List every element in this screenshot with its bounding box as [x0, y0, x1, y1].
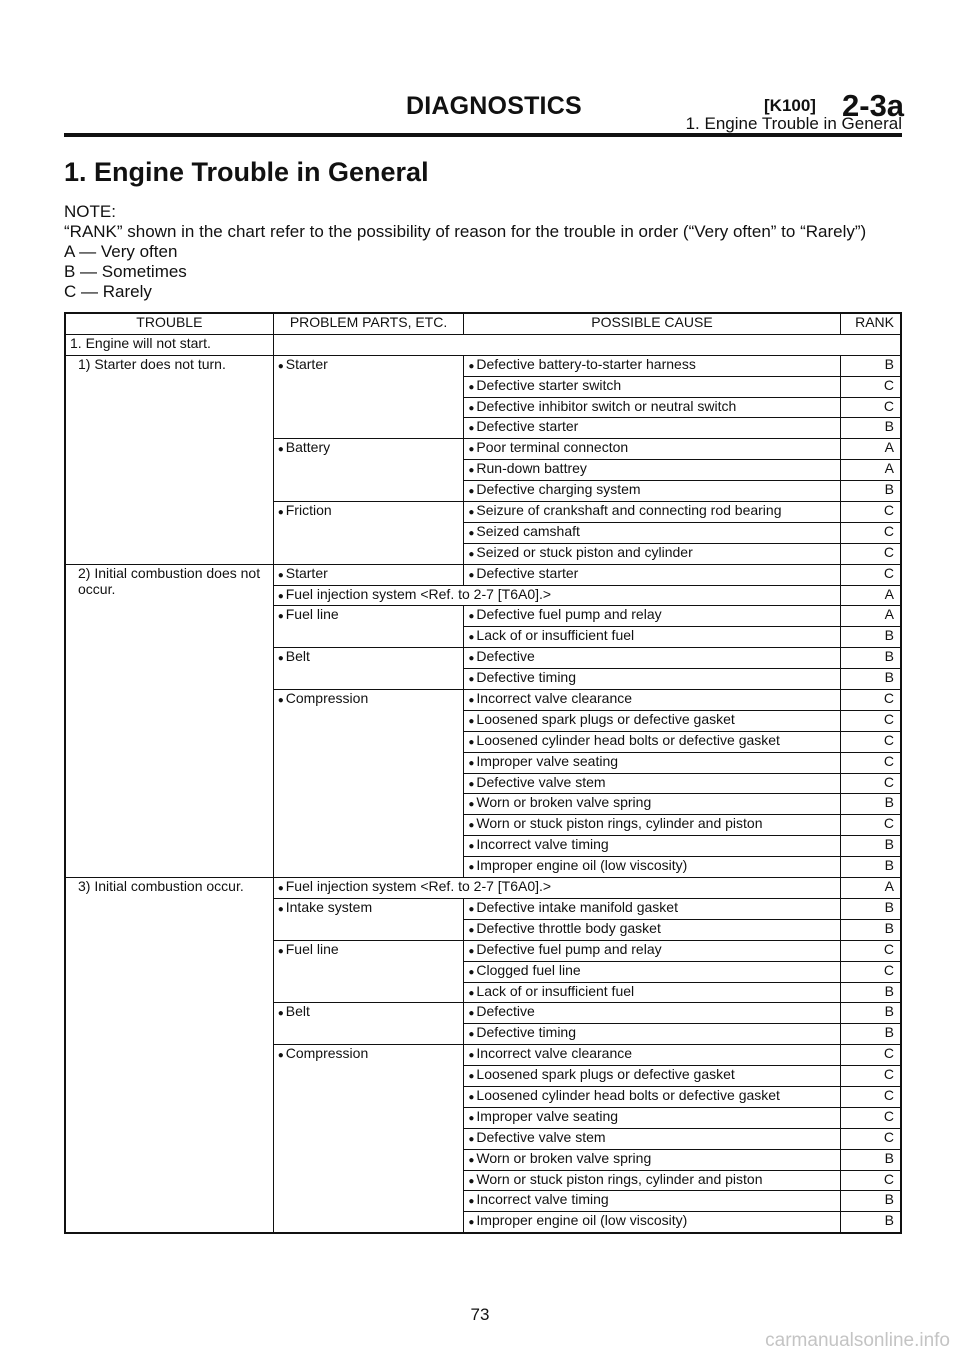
rank-cell: B	[840, 481, 901, 502]
rank-cell: A	[840, 460, 901, 481]
rank-cell: B	[840, 794, 901, 815]
group-empty-cell	[273, 334, 901, 355]
possible-cause-cell	[464, 669, 840, 690]
rank-cell: C	[840, 731, 901, 752]
cell-text: Defective intake manifold gasket	[476, 898, 678, 915]
cell-text: Incorrect valve clearance	[476, 690, 633, 707]
rank-cell: B	[840, 627, 901, 648]
cell-text: Fuel line	[285, 940, 339, 957]
col-header-trouble: TROUBLE	[65, 313, 273, 334]
problem-part-cell	[273, 1003, 464, 1045]
bullet-icon: ●	[468, 778, 475, 790]
bullet-icon: ●	[468, 1175, 475, 1187]
cell-text: Improper valve seating	[476, 1107, 619, 1124]
cell-text: Defective timing	[476, 1024, 576, 1041]
possible-cause-cell	[464, 982, 840, 1003]
rank-cell: B	[840, 418, 901, 439]
possible-cause-cell	[464, 543, 840, 564]
rank-cell: C	[840, 502, 901, 523]
bullet-icon: ●	[468, 360, 475, 372]
possible-cause-cell	[464, 355, 840, 376]
bullet-icon: ●	[468, 423, 475, 435]
bullet-icon: ●	[277, 1008, 284, 1020]
cell-text: Fuel line	[285, 606, 339, 623]
cell-text: Loosened cylinder head bolts or defective gasket	[476, 1086, 780, 1103]
bullet-icon: ●	[277, 1050, 284, 1062]
possible-cause-cell	[464, 1170, 840, 1191]
possible-cause-cell	[464, 1107, 840, 1128]
rank-cell: B	[840, 919, 901, 940]
rank-cell: A	[840, 439, 901, 460]
trouble-table	[64, 312, 902, 1234]
rank-cell: C	[840, 376, 901, 397]
possible-cause-cell	[464, 1003, 840, 1024]
rank-cell: B	[840, 355, 901, 376]
bullet-icon: ●	[277, 945, 284, 957]
possible-cause-cell	[464, 439, 840, 460]
cell-text: Worn or stuck piston rings, cylinder and piston	[476, 815, 763, 832]
possible-cause-cell	[464, 606, 840, 627]
cell-text: Starter	[285, 355, 328, 372]
possible-cause-cell	[464, 1191, 840, 1212]
note-block	[64, 202, 866, 302]
problem-part-cell	[273, 690, 464, 878]
rank-cell: C	[840, 522, 901, 543]
bullet-icon: ●	[468, 695, 475, 707]
bullet-icon: ●	[468, 1154, 475, 1166]
cell-text: Incorrect valve timing	[476, 836, 609, 853]
cell-text: Defective timing	[476, 669, 576, 686]
bullet-icon: ●	[277, 360, 284, 372]
possible-cause-cell	[464, 815, 840, 836]
bullet-icon: ●	[468, 1091, 475, 1103]
cell-text: Defective	[476, 1003, 535, 1020]
cell-text: Compression	[285, 1045, 369, 1062]
bullet-icon: ●	[468, 444, 475, 456]
possible-cause-cell	[464, 376, 840, 397]
header-section-number: 2-3a	[842, 88, 905, 123]
bullet-icon: ●	[468, 1196, 475, 1208]
bullet-icon: ●	[468, 966, 475, 978]
table-row	[65, 878, 901, 899]
cell-text: Friction	[285, 502, 332, 519]
bullet-icon: ●	[468, 1217, 475, 1229]
problem-part-cell	[273, 355, 464, 439]
group-title: 1. Engine will not start.	[65, 334, 273, 355]
table-row	[65, 564, 901, 585]
rank-cell: C	[840, 1107, 901, 1128]
rank-cell: C	[840, 543, 901, 564]
bullet-icon: ●	[468, 402, 475, 414]
possible-cause-cell	[464, 502, 840, 523]
bullet-icon: ●	[468, 862, 475, 874]
cell-text: Loosened cylinder head bolts or defective gasket	[476, 731, 780, 748]
cell-text: Improper engine oil (low viscosity)	[476, 1212, 688, 1229]
possible-cause-cell	[464, 731, 840, 752]
cell-text: Loosened spark plugs or defective gasket	[476, 710, 735, 727]
rank-cell: C	[840, 752, 901, 773]
possible-cause-cell	[464, 919, 840, 940]
bullet-icon: ●	[468, 1071, 475, 1083]
cell-text: Fuel injection system <Ref. to 2-7 [T6A0].>	[285, 585, 552, 602]
rank-cell: B	[840, 836, 901, 857]
bullet-icon: ●	[468, 653, 475, 665]
bullet-icon: ●	[468, 736, 475, 748]
possible-cause-cell	[464, 648, 840, 669]
rank-cell: C	[840, 564, 901, 585]
problem-part-cell	[273, 878, 840, 899]
rank-cell: B	[840, 857, 901, 878]
note-rank-a: A — Very often	[64, 242, 178, 261]
cell-text: Clogged fuel line	[476, 961, 581, 978]
bullet-icon: ●	[468, 924, 475, 936]
rank-cell: B	[840, 982, 901, 1003]
rank-cell: B	[840, 1149, 901, 1170]
bullet-icon: ●	[468, 903, 475, 915]
rank-cell: C	[840, 1086, 901, 1107]
rank-cell: A	[840, 585, 901, 606]
cell-text: Run-down battrey	[476, 460, 587, 477]
page-title: 1. Engine Trouble in General	[64, 157, 429, 187]
cell-text: Improper valve seating	[476, 752, 619, 769]
possible-cause-cell	[464, 690, 840, 711]
cell-text: Belt	[285, 648, 310, 665]
bullet-icon: ●	[468, 611, 475, 623]
possible-cause-cell	[464, 522, 840, 543]
bullet-icon: ●	[468, 1050, 475, 1062]
rank-cell: C	[840, 1170, 901, 1191]
problem-part-cell	[273, 648, 464, 690]
cell-text: Defective fuel pump and relay	[476, 940, 662, 957]
bullet-icon: ●	[468, 486, 475, 498]
possible-cause-cell	[464, 1086, 840, 1107]
bullet-icon: ●	[468, 632, 475, 644]
problem-part-cell	[273, 585, 840, 606]
rank-cell: A	[840, 878, 901, 899]
rank-cell: B	[840, 1212, 901, 1233]
trouble-cell: 1) Starter does not turn.	[65, 355, 273, 564]
bullet-icon: ●	[468, 1029, 475, 1041]
header-code: [K100]	[764, 96, 816, 115]
possible-cause-cell	[464, 481, 840, 502]
cell-text: Fuel injection system <Ref. to 2-7 [T6A0].>	[285, 878, 552, 895]
bullet-icon: ●	[277, 590, 284, 602]
possible-cause-cell	[464, 898, 840, 919]
problem-part-cell	[273, 439, 464, 502]
bullet-icon: ●	[277, 695, 284, 707]
rank-cell: A	[840, 606, 901, 627]
bullet-icon: ●	[277, 653, 284, 665]
cell-text: Loosened spark plugs or defective gasket	[476, 1066, 735, 1083]
possible-cause-cell	[464, 1024, 840, 1045]
watermark: carmanualsonline.info	[765, 1330, 950, 1351]
bullet-icon: ●	[468, 715, 475, 727]
bullet-icon: ●	[277, 444, 284, 456]
rank-cell: C	[840, 690, 901, 711]
possible-cause-cell	[464, 940, 840, 961]
rank-cell: C	[840, 1066, 901, 1087]
cell-text: Lack of or insufficient fuel	[476, 982, 635, 999]
rank-cell: B	[840, 648, 901, 669]
note-rank-b: B — Sometimes	[64, 262, 187, 281]
note-text: “RANK” shown in the chart refer to the possibility of reason for the trouble in order (“Very often” to “Rarely”)	[64, 222, 867, 241]
cell-text: Defective inhibitor switch or neutral switch	[476, 397, 737, 414]
cell-text: Defective throttle body gasket	[476, 919, 661, 936]
cell-text: Defective valve stem	[476, 1128, 606, 1145]
cell-text: Defective starter	[476, 418, 579, 435]
bullet-icon: ●	[468, 757, 475, 769]
problem-part-cell	[273, 606, 464, 648]
bullet-icon: ●	[277, 611, 284, 623]
rank-cell: B	[840, 898, 901, 919]
col-header-possible-cause: POSSIBLE CAUSE	[464, 313, 840, 334]
possible-cause-cell	[464, 1066, 840, 1087]
table-row	[65, 355, 901, 376]
cell-text: Intake system	[285, 898, 373, 915]
cell-text: Improper engine oil (low viscosity)	[476, 857, 688, 874]
cell-text: Defective fuel pump and relay	[476, 606, 662, 623]
rank-cell: C	[840, 773, 901, 794]
rank-cell: B	[840, 1191, 901, 1212]
rank-cell: C	[840, 815, 901, 836]
cell-text: Defective	[476, 648, 535, 665]
cell-text: Seized or stuck piston and cylinder	[476, 543, 693, 560]
trouble-cell: 3) Initial combustion occur.	[65, 878, 273, 1234]
cell-text: Belt	[285, 1003, 310, 1020]
possible-cause-cell	[464, 961, 840, 982]
bullet-icon: ●	[468, 1008, 475, 1020]
cell-text: Worn or stuck piston rings, cylinder and piston	[476, 1170, 763, 1187]
problem-part-cell	[273, 898, 464, 940]
trouble-cell: 2) Initial combustion does not occur.	[65, 564, 273, 877]
possible-cause-cell	[464, 857, 840, 878]
possible-cause-cell	[464, 794, 840, 815]
bullet-icon: ●	[468, 548, 475, 560]
table-group-row	[65, 334, 901, 355]
cell-text: Defective valve stem	[476, 773, 606, 790]
bullet-icon: ●	[468, 987, 475, 999]
bullet-icon: ●	[468, 569, 475, 581]
rank-cell: C	[840, 397, 901, 418]
possible-cause-cell	[464, 1045, 840, 1066]
page-number: 73	[470, 1305, 490, 1324]
possible-cause-cell	[464, 418, 840, 439]
possible-cause-cell	[464, 1212, 840, 1233]
bullet-icon: ●	[468, 1133, 475, 1145]
bullet-icon: ●	[468, 1112, 475, 1124]
bullet-icon: ●	[277, 903, 284, 915]
possible-cause-cell	[464, 564, 840, 585]
bullet-icon: ●	[468, 841, 475, 853]
possible-cause-cell	[464, 627, 840, 648]
bullet-icon: ●	[277, 569, 284, 581]
possible-cause-cell	[464, 1128, 840, 1149]
bullet-icon: ●	[468, 799, 475, 811]
header-rule	[64, 133, 902, 137]
cell-text: Battery	[285, 439, 331, 456]
rank-cell: C	[840, 710, 901, 731]
possible-cause-cell	[464, 460, 840, 481]
rank-cell: C	[840, 1045, 901, 1066]
cell-text: Lack of or insufficient fuel	[476, 627, 635, 644]
cell-text: Incorrect valve timing	[476, 1191, 609, 1208]
cell-text: Defective starter switch	[476, 376, 622, 393]
bullet-icon: ●	[277, 507, 284, 519]
problem-part-cell	[273, 564, 464, 585]
problem-part-cell	[273, 940, 464, 1003]
rank-cell: B	[840, 1003, 901, 1024]
cell-text: Seizure of crankshaft and connecting rod bearing	[476, 502, 782, 519]
bullet-icon: ●	[277, 883, 284, 895]
cell-text: Poor terminal connecton	[476, 439, 629, 456]
bullet-icon: ●	[468, 465, 475, 477]
cell-text: Defective charging system	[476, 481, 641, 498]
cell-text: Worn or broken valve spring	[476, 794, 652, 811]
col-header-rank: RANK	[840, 313, 901, 334]
bullet-icon: ●	[468, 945, 475, 957]
possible-cause-cell	[464, 1149, 840, 1170]
problem-part-cell	[273, 1045, 464, 1234]
col-header-problem-parts: PROBLEM PARTS, ETC.	[273, 313, 464, 334]
bullet-icon: ●	[468, 674, 475, 686]
possible-cause-cell	[464, 752, 840, 773]
note-rank-c: C — Rarely	[64, 282, 152, 301]
cell-text: Incorrect valve clearance	[476, 1045, 633, 1062]
bullet-icon: ●	[468, 820, 475, 832]
possible-cause-cell	[464, 397, 840, 418]
bullet-icon: ●	[468, 507, 475, 519]
header-title: DIAGNOSTICS	[406, 92, 582, 120]
table-header-row	[65, 313, 901, 334]
problem-part-cell	[273, 502, 464, 565]
cell-text: Defective starter	[476, 564, 579, 581]
note-label: NOTE:	[64, 202, 116, 221]
cell-text: Seized camshaft	[476, 522, 580, 539]
cell-text: Compression	[285, 690, 369, 707]
possible-cause-cell	[464, 773, 840, 794]
header-subtitle: 1. Engine Trouble in General	[685, 114, 902, 133]
cell-text: Defective battery-to-starter harness	[476, 355, 696, 372]
rank-cell: C	[840, 940, 901, 961]
possible-cause-cell	[464, 710, 840, 731]
cell-text: Worn or broken valve spring	[476, 1149, 652, 1166]
bullet-icon: ●	[468, 381, 475, 393]
bullet-icon: ●	[468, 527, 475, 539]
cell-text: Starter	[285, 564, 328, 581]
rank-cell: B	[840, 669, 901, 690]
rank-cell: C	[840, 961, 901, 982]
possible-cause-cell	[464, 836, 840, 857]
rank-cell: B	[840, 1024, 901, 1045]
rank-cell: C	[840, 1128, 901, 1149]
